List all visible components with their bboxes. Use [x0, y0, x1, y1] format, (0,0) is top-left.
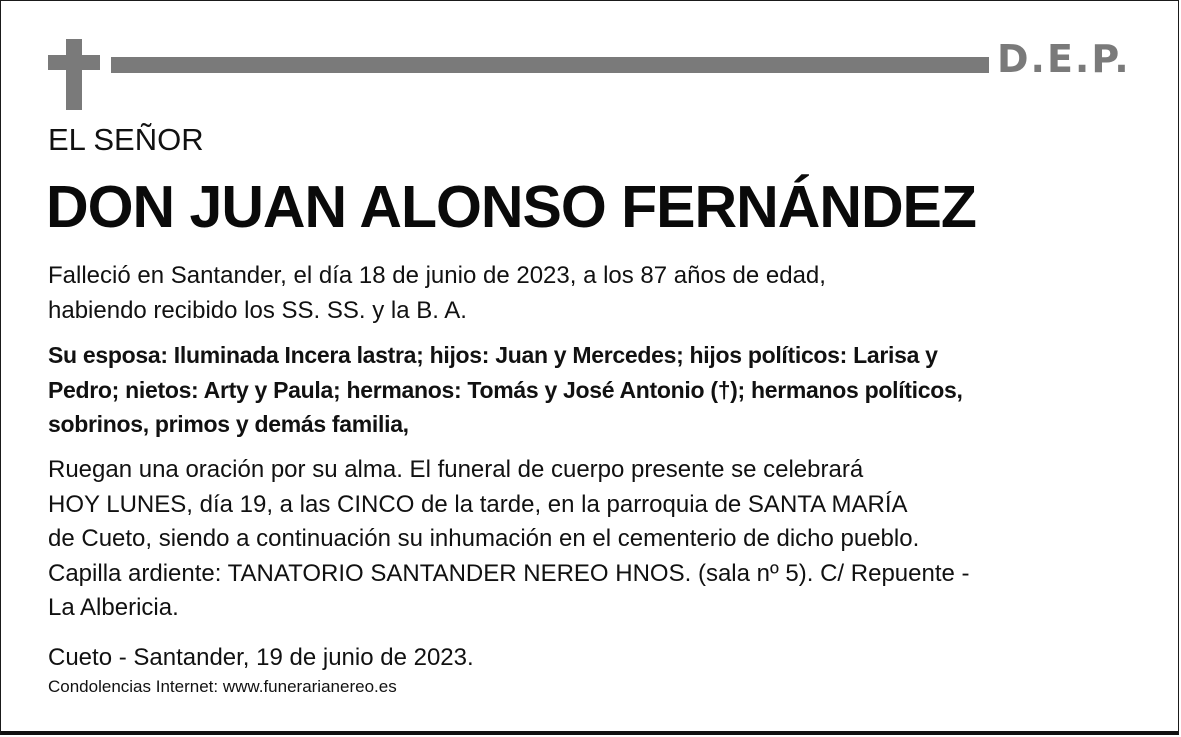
funeral-line: de Cueto, siendo a continuación su inhumación en el cementerio de dicho pueblo.	[48, 525, 920, 552]
funeral-line: Ruegan una oración por su alma. El funeral de cuerpo presente se celebrará	[48, 456, 864, 483]
place-date: Cueto - Santander, 19 de junio de 2023.	[48, 644, 474, 671]
cross-icon	[48, 39, 100, 110]
death-line: Falleció en Santander, el día 18 de junio de 2023, a los 87 años de edad,	[48, 262, 826, 289]
header-rule	[111, 57, 989, 73]
condolences-link[interactable]: Condolencias Internet: www.funerarianereo.es	[48, 677, 397, 696]
funeral-line: HOY LUNES, día 19, a las CINCO de la tarde, en la parroquia de SANTA MARÍA	[48, 490, 908, 518]
death-paragraph	[48, 259, 826, 328]
funeral-paragraph	[48, 453, 970, 626]
family-line: Su esposa: Iluminada Incera lastra; hijos: Juan y Mercedes; hijos políticos: Larisa y	[48, 342, 938, 368]
deceased-name: DON JUAN ALONSO FERNÁNDEZ	[46, 174, 976, 240]
death-line: habiendo recibido los SS. SS. y la B. A.	[48, 296, 467, 324]
funeral-line: Capilla ardiente: TANATORIO SANTANDER NEREO HNOS. (sala nº 5). C/ Repuente -	[48, 559, 970, 587]
honorific-prefix: EL SEÑOR	[48, 122, 204, 157]
family-line: sobrinos, primos y demás familia,	[48, 411, 409, 437]
family-paragraph	[48, 338, 963, 442]
dep-label: D.E.P.	[997, 37, 1131, 81]
family-line: Pedro; nietos: Arty y Paula; hermanos: Tomás y José Antonio (†); hermanos políticos,	[48, 376, 963, 403]
funeral-line: La Albericia.	[48, 594, 179, 621]
